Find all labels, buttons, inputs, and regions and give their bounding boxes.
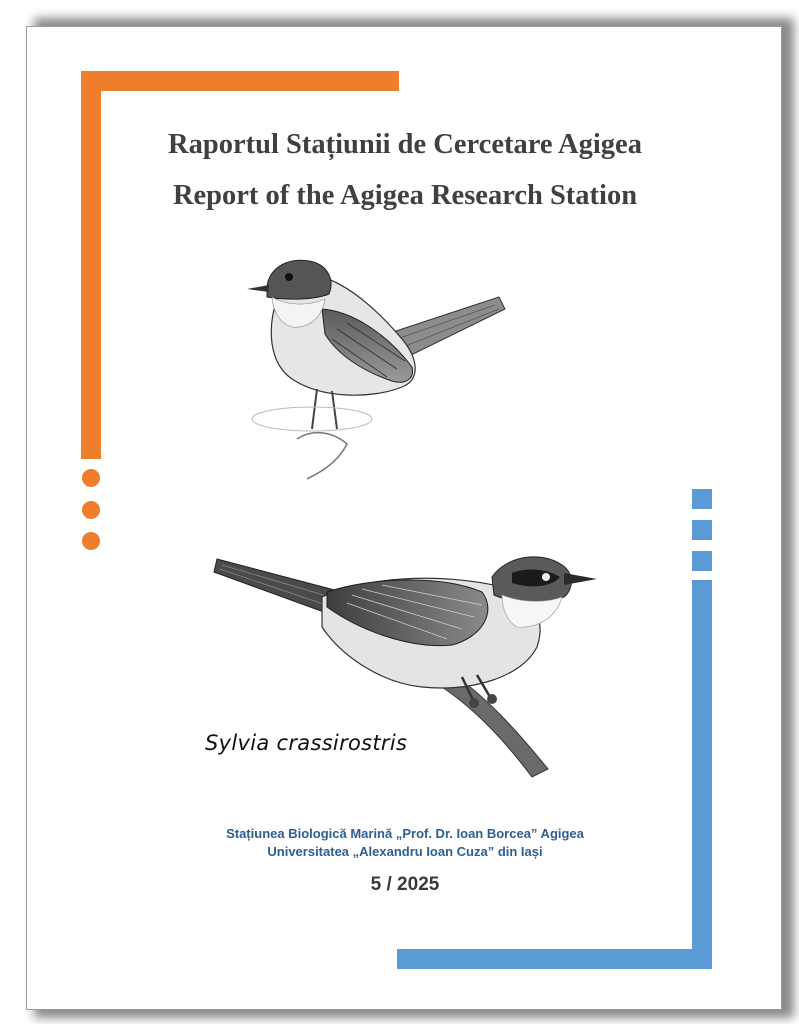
blue-square xyxy=(692,489,712,509)
orange-frame-top xyxy=(81,71,399,91)
orange-dot xyxy=(82,532,100,550)
blue-frame-right xyxy=(692,580,712,969)
orange-dot xyxy=(82,501,100,519)
bird-sketch-perched-icon xyxy=(237,239,517,489)
institution-university: Universitatea „Alexandru Ioan Cuza” din Iași xyxy=(267,844,543,859)
institution-station: Stațiunea Biologică Marină „Prof. Dr. Ioan Borcea” Agigea xyxy=(226,826,584,841)
issue-number: 5 / 2025 xyxy=(370,874,440,895)
species-caption: Sylvia crassirostris xyxy=(205,731,408,755)
cover-page xyxy=(26,26,782,1010)
title-english: Report of the Agigea Research Station xyxy=(172,180,638,211)
blue-square xyxy=(692,520,712,540)
blue-frame-bottom xyxy=(397,949,712,969)
title-romanian: Raportul Stațiunii de Cercetare Agigea xyxy=(168,129,642,160)
blue-square xyxy=(692,551,712,571)
orange-dot xyxy=(82,469,100,487)
